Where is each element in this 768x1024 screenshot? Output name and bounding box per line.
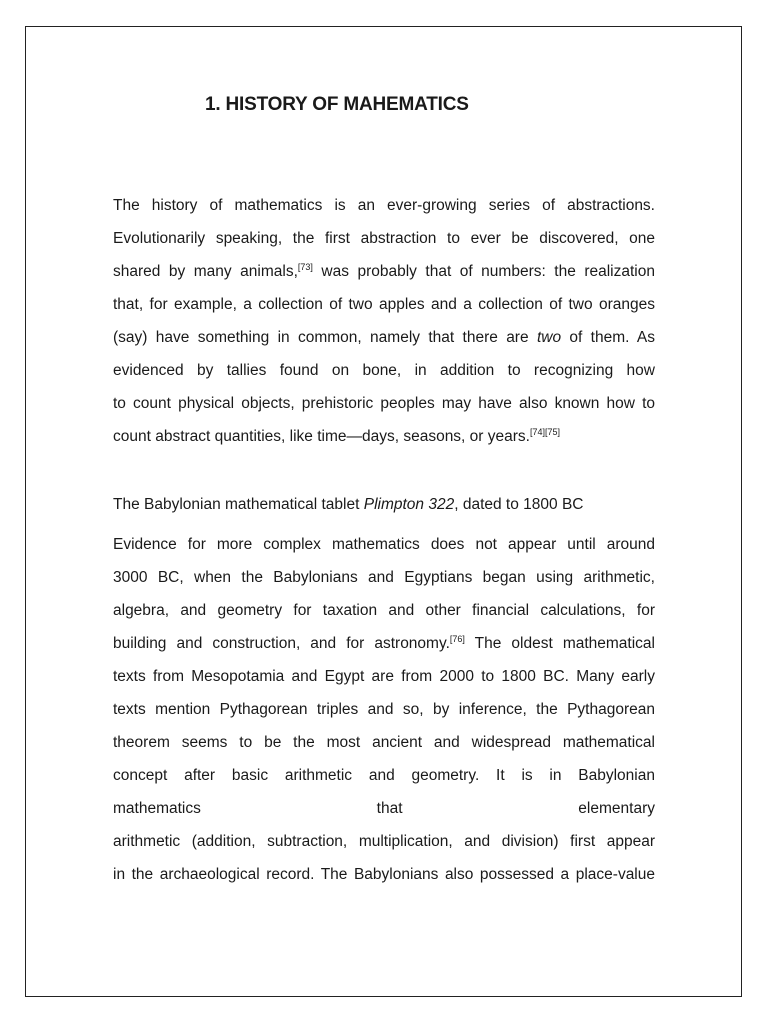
text-line <box>113 594 655 627</box>
text-run: arithmetic (addition, subtraction, multiplication, and division) first appear <box>113 833 655 850</box>
text-run: in the archaeological record. The Babylonians also possessed a place-value <box>113 866 655 883</box>
text-run: building and construction, and for astronomy. <box>113 635 450 652</box>
citation-superscript: [76] <box>449 634 465 644</box>
paragraph-evidence <box>113 528 655 891</box>
text-line <box>113 660 655 693</box>
text-run: algebra, and geometry for taxation and other financial calculations, for <box>113 602 655 619</box>
text-run: concept after basic arithmetic and geometry. It is in Babylonian <box>113 767 655 784</box>
text-line <box>113 255 655 288</box>
text-run: that, for example, a collection of two apples and a collection of two oranges <box>113 296 655 313</box>
text-line <box>113 354 655 387</box>
text-run: texts from Mesopotamia and Egypt are from 2000 to 1800 BC. Many early <box>113 668 655 685</box>
text-line <box>113 792 655 825</box>
text-line <box>113 189 655 222</box>
text-line <box>113 420 655 453</box>
text-line <box>113 726 655 759</box>
text-line <box>113 387 655 420</box>
text-run: (say) have something in common, namely that there are <box>113 329 537 346</box>
text-run: mathematics that elementary <box>113 800 655 817</box>
text-run: shared by many animals, <box>113 263 298 280</box>
text-line <box>113 288 655 321</box>
text-run: of them. As <box>561 329 655 346</box>
text-line <box>113 222 655 255</box>
text-run: was probably that of numbers: the realization <box>312 263 655 280</box>
image-caption <box>113 488 583 521</box>
text-line <box>113 321 655 354</box>
text-run: The Babylonian mathematical tablet <box>113 496 364 513</box>
text-line <box>113 825 655 858</box>
text-run: , dated to 1800 BC <box>454 496 584 513</box>
text-run: to count physical objects, prehistoric peoples may have also known how to <box>113 395 655 412</box>
text-run: 3000 BC, when the Babylonians and Egyptians began using arithmetic, <box>113 569 655 586</box>
text-run: texts mention Pythagorean triples and so, by inference, the Pythagorean <box>113 701 655 718</box>
text-run: The oldest mathematical <box>464 635 655 652</box>
text-line <box>113 693 655 726</box>
text-run: The history of mathematics is an ever-growing series of abstractions. <box>113 197 655 214</box>
italic-text: Plimpton 322 <box>363 496 455 513</box>
text-line <box>113 858 655 891</box>
citation-superscript: [73] <box>297 262 313 272</box>
text-line <box>113 627 655 660</box>
text-run: count abstract quantities, like time—days, seasons, or years. <box>113 428 530 445</box>
text-run: Evolutionarily speaking, the first abstraction to ever be discovered, one <box>113 230 655 247</box>
paragraph-history <box>113 189 655 453</box>
text-line <box>113 759 655 792</box>
italic-text: two <box>536 329 562 346</box>
text-line <box>113 561 655 594</box>
text-run: Evidence for more complex mathematics does not appear until around <box>113 536 655 553</box>
page-title: 1. HISTORY OF MAHEMATICS <box>205 94 469 115</box>
citation-superscript: [74][75] <box>529 427 561 437</box>
text-line <box>113 528 655 561</box>
text-run: theorem seems to be the most ancient and widespread mathematical <box>113 734 655 751</box>
text-run: evidenced by tallies found on bone, in addition to recognizing how <box>113 362 655 379</box>
